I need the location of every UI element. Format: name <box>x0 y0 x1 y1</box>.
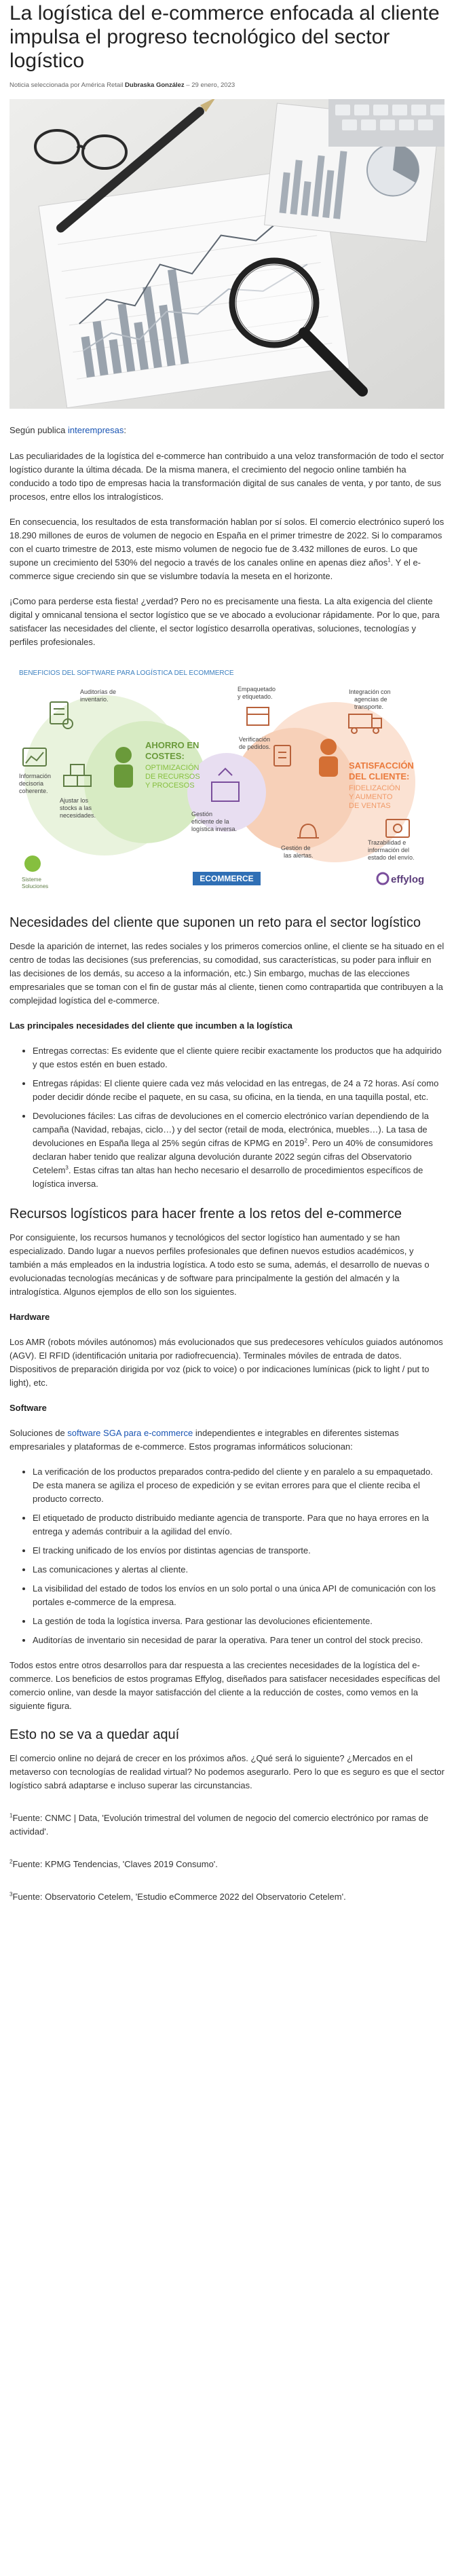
software-suffix: independientes e integrables en diferentes sistemas empresariales y plataformas de e-commerce. Estos programas informáticos solucionan: <box>10 1428 399 1452</box>
intro-paragraph-1: Las peculiaridades de la logística del e-commerce han contribuido a una veloz transformación de todo el sector logístico durante la última década. De la misma manera, el crecimiento del negocio online también ha conducido a todo tipo de empresas hacia la transformación digital de sus canales de venta, y por tanto, de sus procesos, entre ellos los intralogísticos. <box>10 451 444 502</box>
infographic-title: BENEFICIOS DEL SOFTWARE PARA LOGÍSTICA DEL ECOMMERCE <box>19 669 234 677</box>
list-item: • El etiquetado de producto distribuido mediante agencia de transporte. Para que no haya errores en la entrega y además contribuir a la agilidad del envío. <box>33 1511 444 1539</box>
byline <box>10 81 444 90</box>
source-line <box>10 424 444 437</box>
auditoria-line-1: Auditorías de <box>80 688 117 695</box>
footnote-ref-3[interactable]: 3 <box>65 1164 69 1171</box>
section2-heading: Recursos logísticos para hacer frente a los retos del e-commerce <box>10 1207 402 1221</box>
hero-image <box>10 99 444 409</box>
list-item: • La gestión de toda la logística inversa. Para gestionar las devoluciones eficientemente. <box>33 1615 444 1628</box>
list-item <box>33 1109 444 1191</box>
gestion-line-3: logística inversa. <box>191 826 238 832</box>
ecommerce-label: ECOMMERCE <box>200 874 254 883</box>
source-suffix: : <box>124 425 127 435</box>
footnote-text: Fuente: KPMG Tendencias, 'Claves 2019 Consumo'. <box>12 1859 218 1869</box>
section3-heading: Esto no se va a quedar aquí <box>10 1727 180 1742</box>
needs-list <box>10 1044 444 1191</box>
integracion-line-2: agencias de <box>354 696 387 703</box>
list-item: • La verificación de los productos preparados contra-pedido del cliente y en paralelo a su empaquetado. De esta manera se agiliza el proceso de expedición y se evitan errores para que el cliente reciba el producto correcto. <box>33 1465 444 1506</box>
trazabilidad-line-2: información del <box>368 847 410 853</box>
footnote-text: Fuente: CNMC | Data, 'Evolución trimestral del volumen de negocio del comercio electrónico por ramas de actividad'. <box>10 1813 429 1837</box>
list-item: • Las comunicaciones y alertas al cliente. <box>33 1563 444 1577</box>
footnote-number: 1 <box>10 1812 13 1819</box>
section2-paragraph: Por consiguiente, los recursos humanos y tecnológicos del sector logístico han aumentado y se han especializado. Dando lugar a nuevos perfiles profesionales que definen nuevos estudios académicos, y también a más empleados en la industria logística. A todo esto se suma, además, el desarrollo de nuevas o evolucionadas tecnologías mecánicas y de software para principalmente la gestión del almacén y la intralogística. Algunos ejemplos de ello son los siguientes. <box>10 1232 430 1297</box>
informacion-line-2: decisoria <box>19 780 44 787</box>
list-item: • Auditorías de inventario sin necesidad de parar la operativa. Para tener un control del stock preciso. <box>33 1634 444 1647</box>
customer-icon <box>319 739 338 777</box>
worker-icon <box>114 747 133 788</box>
ajustar-line-2: stocks a las <box>60 805 92 811</box>
software-prefix: Soluciones de <box>10 1428 68 1438</box>
integracion-line-3: transporte. <box>354 703 384 710</box>
trazabilidad-line-3: estado del envío. <box>368 854 415 861</box>
footnote-number: 3 <box>10 1891 13 1898</box>
ajustar-line-1: Ajustar los <box>60 797 89 804</box>
author-name[interactable]: Dubraska González <box>125 81 185 89</box>
footnote-ref-2[interactable]: 2 <box>304 1137 307 1144</box>
informacion-line-1: Información <box>19 773 52 779</box>
intro-paragraph-2-text: En consecuencia, los resultados de esta transformación hablan por sí solos. El comercio electrónico superó los 18.290 millones de euros de volumen de negocio en España en el primer trimestre de 2022. Si lo comparamos con el cuarto trimestre de 2013, este mismo volumen de negocio fue de 3.432 millones de euros. Lo que supone un crecimiento del 530% del negocio a través de los canales online en apenas diez años <box>10 517 444 568</box>
effylog-label: effylog <box>391 874 425 885</box>
satisfaccion-sub-3: DE VENTAS <box>349 802 391 810</box>
satisfaccion-title-2: DEL CLIENTE: <box>349 771 410 781</box>
software-sga-link[interactable]: software SGA para e-commerce <box>67 1428 193 1438</box>
hardware-heading: Hardware <box>10 1312 50 1322</box>
gestion-line-2: eficiente de la <box>191 818 229 825</box>
publish-date: 29 enero, 2023 <box>191 81 235 89</box>
footnote-number: 2 <box>10 1858 13 1865</box>
section2-closing: Todos estos entre otros desarrollos para dar respuesta a las crecientes necesidades de la logística del e-commerce. Los beneficios de estos programas Effylog, diseñados para satisfacer necesidades específicas del comercio online, van desde la mayor satisfacción del cliente a la reducción de costes, como vemos en la siguiente figura. <box>10 1660 440 1711</box>
byline-sep: – <box>184 81 192 89</box>
intro-paragraph-2 <box>10 515 444 583</box>
alertas-line-2: las alertas. <box>284 852 314 859</box>
verificacion-line-2: de pedidos. <box>239 743 271 750</box>
benefits-infographic <box>10 667 444 894</box>
source-prefix: Según publica <box>10 425 69 435</box>
intro-paragraph-2-end: . Y el e-commerce sigue creciendo sin que se vislumbre todavía la meseta en el horizonte. <box>10 557 421 581</box>
footnote-3 <box>10 1890 444 1904</box>
list-item: • Entregas rápidas: El cliente quiere cada vez más velocidad en las entregas, de 24 a 72 horas. Así como poder decidir dónde recibe el paquete, en su casa, su oficina, en la tienda, en una taquilla postal, etc. <box>33 1077 444 1104</box>
section1-subheading: Las principales necesidades del cliente que incumben a la logística <box>10 1020 292 1031</box>
logo-left-1: Sisteme <box>22 877 41 883</box>
list-item: • Entregas correctas: Es evidente que el cliente quiere recibir exactamente los productos que ha adquirido y que estos estén en buen estado. <box>33 1044 444 1071</box>
integracion-line-1: Integración con <box>349 688 391 695</box>
ahorro-sub-3: Y PROCESOS <box>145 781 195 790</box>
ahorro-sub-2: DE RECURSOS <box>145 773 200 781</box>
empaquetado-line-1: Empaquetado <box>238 686 276 693</box>
ahorro-sub-1: OPTIMIZACIÓN <box>145 764 200 772</box>
satisfaccion-title-1: SATISFACCIÓN <box>349 760 414 771</box>
footnote-ref-1[interactable]: 1 <box>387 557 391 564</box>
software-heading: Software <box>10 1403 47 1413</box>
list-item-text: . Estas cifras tan altas han hecho necesario el desarrollo de procedimientos específicos de logística inversa. <box>33 1165 423 1189</box>
section3-paragraph: El comercio online no dejará de crecer en los próximos años. ¿Qué será lo siguiente? ¿Mercados en el metaverso con tecnologías de realidad virtual? No podemos asegurarlo. Pero lo que es seguro es que el sector logístico sabrá adaptarse e incluso superar las circunstancias. <box>10 1753 444 1790</box>
satisfaccion-sub-2: Y AUMENTO <box>349 793 393 801</box>
software-paragraph <box>10 1427 444 1454</box>
verificacion-line-1: Verificación <box>239 736 271 743</box>
logo-left-2: Soluciones <box>22 883 49 889</box>
software-list <box>10 1465 444 1647</box>
list-item-text: Devoluciones fáciles: Las cifras de devoluciones en el comercio electrónico varían dependiendo de la campaña (Navidad, rebajas, ciclo…) y del sector (retail de moda, electrónica, muebles…). La tasa de devoluciones en España llega al 25% según cifras de KPMG en 2019 <box>33 1111 429 1148</box>
list-item: • El tracking unificado de los envíos por distintas agencias de transporte. <box>33 1544 444 1558</box>
hardware-paragraph: Los AMR (robots móviles autónomos) más evolucionados que sus predecesores vehículos guiados autónomos (AGV). El RFID (identificación unitaria por radiofrecuencia). Terminales móviles de entrada de datos. Dispositivos de preparación dirigida por voz (pick to voice) o por indicaciones lumínicas (pick to light / put to light), etc. <box>10 1337 443 1388</box>
footnote-text: Fuente: Observatorio Cetelem, 'Estudio eCommerce 2022 del Observatorio Cetelem'. <box>12 1892 346 1902</box>
byline-prefix: Noticia seleccionada por América Retail <box>10 81 124 89</box>
list-item-text: . Pero un 40% de consumidores declaran haber tenido que realizar alguna devolución durante 2022 según cifras del Observatorio Cetelem <box>33 1138 433 1175</box>
footnote-1 <box>10 1811 444 1839</box>
section1-paragraph: Desde la aparición de internet, las redes sociales y los primeros comercios online, el cliente se ha situado en el centro de todas las decisiones (sus preferencias, su comodidad, sus características, su poder para influir en las decisiones de los demás, su acceso a la información, etc.) Sin embargo, muchas de las elecciones empresariales que se toman con el fin de gustar más al cliente, tienen como contrapartida que contribuyen a la complejidad logística del e-commerce. <box>10 941 444 1006</box>
intro-paragraph-3: ¡Como para perderse esta fiesta! ¿verdad? Pero no es precisamente una fiesta. La alta exigencia del cliente digital y omnicanal tensiona el sector logístico que se ve abocado a evolucionar rápidamente. Por lo que, para satisfacer las necesidades del cliente, el sector logístico desarrolla operativas, soluciones, tecnologías y perfiles profesionales. <box>10 596 440 647</box>
source-link[interactable]: interempresas <box>68 425 124 435</box>
alertas-line-1: Gestión de <box>281 845 311 851</box>
ahorro-title-2: COSTES: <box>145 751 185 761</box>
list-item: • La visibilidad del estado de todos los envíos en un solo portal o una única API de comunicación con los portales e-commerce de la empresa. <box>33 1582 444 1609</box>
trazabilidad-line-1: Trazabilidad e <box>368 839 406 846</box>
section1-heading: Necesidades del cliente que suponen un reto para el sector logístico <box>10 915 421 930</box>
satisfaccion-sub-1: FIDELIZACIÓN <box>349 784 400 792</box>
auditoria-line-2: inventario. <box>80 696 109 703</box>
gestion-line-1: Gestión <box>191 811 213 817</box>
ahorro-title-1: AHORRO EN <box>145 740 200 750</box>
article-title: La logística del e-commerce enfocada al cliente impulsa el progreso tecnológico del sector logístico <box>10 2 440 72</box>
ajustar-line-3: necesidades. <box>60 812 96 819</box>
empaquetado-line-2: y etiquetado. <box>238 693 273 700</box>
informacion-line-3: coherente. <box>19 788 48 794</box>
footnote-2 <box>10 1858 444 1871</box>
